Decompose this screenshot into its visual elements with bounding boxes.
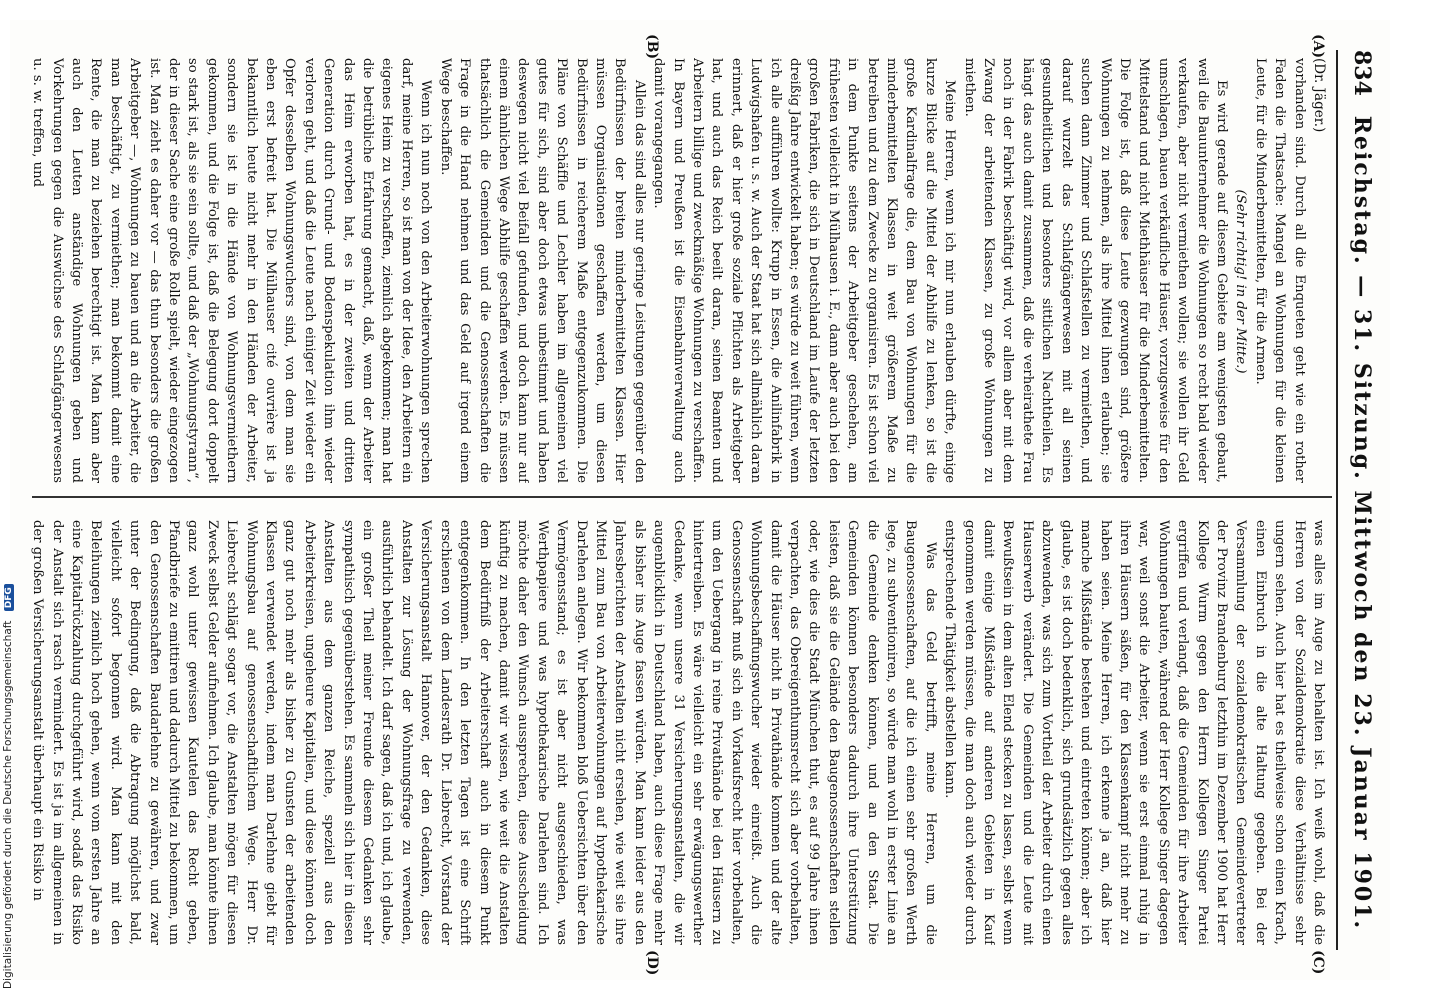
left-column bbox=[28, 58, 1328, 483]
page-header bbox=[1342, 50, 1382, 950]
paragraph: Meine Herren, wenn ich mir nun erlauben dürfte, einige kurze Blicke auf die Mittel der Abhilfe zu lenken, so ist die große Kardinalfrage die, dem Bau von Wohnungen für die minderbemittelten Klassen in weit größerem Maße zu betreiben und zu dem Zwecke zu organisiren. Es ist schon viel in dem Punkte seitens der Arbeitgeber geschehen, am frühesten vielleicht in Mülhausen i. E., dann aber auch bei den großen Fabriken, die sich in Deutschland im Laufe der letzten dreißig Jahre entwickelt haben; es würde zu weit führen, wenn ich alle aufführen wollte: Krupp in Essen, die Anilinfabrik in Ludwigshafen u. s. w. Auch der Staat hat sich allmählich daran erinnert, daß er hier große soziale Pflichten als Arbeitgeber hat, und auch das Reich beeilt daran, seinen Beamten und Arbeitern billige und zweckmäßige Wohnungen zu verschaffen. In Bayern und Preußen ist die Eisenbahnverwaltung auch damit vorangegangen. bbox=[651, 58, 958, 483]
margin-mark-c: (C) bbox=[1310, 950, 1326, 975]
margin-mark-a: (A) bbox=[1310, 34, 1326, 59]
paragraph: Es wird gerade auf diesem Gebiete am wenigsten gebaut, weil die Bauunternehmer die Wohnungen so recht bald wieder verkaufen, aber nicht vermiethen wollen; sie wollen ihr Geld umschlagen, bauen verkäufliche Häuser, vorzugsweise für den Mittelstand und nicht Miethhäuser für die Minderbemittelten. Die Folge ist, daß diese Leute gezwungen sind, größere Wohnungen zu nehmen, als ihre Mittel ihnen erlauben; sie suchen dann Zimmer und Schlafstellen zu vermiethen, und darauf wurzelt das Schlafgängerwesen mit all seinen gesundheitlichen und besonders sittlichen Nachtheilen. Es hängt das auch damit zusammen, daß die verheirathete Frau noch in der Fabrik beschäftigt wird, vor allem aber mit dem Zwang der arbeitenden Klassen, zu große Wohnungen zu miethen. bbox=[961, 58, 1229, 483]
paragraph: vorhanden sind. Durch all die Enqueten geht wie ein rother Faden die Thatsache: Mangel an Wohnungen für die kleinen Leute, für die Minderbemittelten, für die Armen. bbox=[1252, 58, 1307, 483]
margin-mark-b: (B) bbox=[644, 34, 660, 60]
margin-mark-d: (D) bbox=[644, 950, 660, 976]
speaker-name: (Dr. Jäger.) bbox=[1311, 58, 1327, 133]
header-rule bbox=[1336, 50, 1338, 950]
page-number: 834 bbox=[1349, 50, 1375, 96]
paragraph: was alles im Auge zu behalten ist. Ich weiß wohl, daß die Herren von der Sozialdemokratie diese Verhältnisse sehr ungern sehen. Auch hier hat es theilweise schon einen Krach, einen Einbruch in die alte Haltung gegeben. Bei der Versammlung der sozialdemokratischen Gemeindevertreter der Provinz Brandenburg letzthin im Dezember 1900 hat Herr Kollege Wurm gegen den Herrn Kollegen Singer Partei ergriffen und verlangt, daß die Gemeinden für ihre Arbeiter Wohnungen bauten, während der Herr Kollege Singer dagegen war, weil sonst die Arbeiter, wenn sie erst einmal ruhig in ihren Häusern säßen, für den Klassenkampf nicht mehr zu haben seien. Meine Herren, ich erkenne ja an, daß hier manche Mißstände bestehen und eintreten können; aber ich glaube, es ist doch bedenklich, sich grundsätzlich gegen alles abzuwenden, was sich zum Vortheil der Arbeiter durch einen Hauserwerb verändert. Die Gemeinden und die Leute mit Bewußtsein in dem alten Elend stecken zu lassen, selbst wenn damit einige Mißstände auf anderen Gebieten in Kauf genommen werden müssen, die man doch auch wieder durch entsprechende Thätigkeit abstellen kann. bbox=[942, 520, 1326, 945]
interjection: (Sehr richtig! in der Mitte.) bbox=[1233, 189, 1249, 374]
footer-note: Digitalisierung gefördert durch die Deutsche Forschungsgemeinschaft bbox=[2, 620, 14, 989]
dfg-logo: DFG bbox=[4, 584, 14, 611]
document-page bbox=[10, 20, 1390, 980]
paragraph: Wenn ich nun noch von den Arbeiterwohnungen sprechen darf, meine Herren, so ist man von der Idee, den Arbeitern ein eigenes Heim zu verschaffen, ziemlich abgekommen; man hat die betrübliche Erfahrung gemacht, daß, wenn der Arbeiter das Heim erworben hat, es in der zweiten und dritten Generation durch Grund- und Bodenspekulation ihm wieder verloren geht, und daß die Leute nach einiger Zeit wieder ein Opfer desselben Wohnungswuchers sind, von dem man sie eben erst befreit hat. Die Mülhauser cité ouvrière ist ja bekanntlich heute nicht mehr in den Händen der Arbeiter, sondern sie ist in die Hände von Wohnungsvermiethern gekommen, und die Folge ist, daß die Belegung dort doppelt so stark ist, als sie sein sollte, und daß der „Wohnungstyrann“, der in dieser Sache eine große Rolle spielt, wieder eingezogen ist. Man zieht es daher vor — das thun besonders die großen Arbeitgeber —, Wohnungen zu bauen und an die Arbeiter, die man beschäftigt, zu vermiethen; man bekommt damit eine Rente, die man zu beziehen berechtigt ist. Man kann aber auch den Leuten anständige Wohnungen geben und Vorkehrungen gegen die Auswüchse des Schlafgängerwesens u. s. w. treffen, und bbox=[30, 58, 434, 483]
paragraph: Allein das sind alles nur geringe Leistungen gegenüber den Bedürfnissen der breiten minderbemittelten Klassen. Hier müssen Organisationen geschaffen werden, um diesen Bedürfnissen in reicherem Maße entgegenzukommen. Die Pläne von Schäffle und Lechler haben im allgemeinen viel gutes für sich, sind aber doch etwas unbestimmt und haben deswegen nicht viel Beifall gefunden, und doch kann nur auf einem ähnlichen Wege Abhilfe geschaffen werden. Es müssen thatsächlich die Gemeinden und die Genossenschaften die Frage in die Hand nehmen und das Geld auf irgend einem Wege beschaffen. bbox=[437, 58, 647, 483]
page-title: Reichstag. — 31. Sitzung. Mittwoch den 23. Januar 1901. bbox=[1349, 115, 1375, 931]
digitization-footer bbox=[2, 14, 16, 994]
paragraph: Was das Geld betrifft, meine Herren, um die Baugenossenschaften, auf die ich einen sehr großen Werth lege, zu subventioniren, so würde man wohl in erster Linie an die Gemeinde denken können, und an den Staat. Die Gemeinden können besonders dadurch ihre Unterstützung leisten, daß sie die Gelände den Baugenossenschaften stellen oder, wie dies die Stadt München thut, es auf 99 Jahre ihnen verpachten, das Obereigenthumsrecht sich aber vorbehalten, damit die Häuser nicht in Privathände kommen und der alte Wohnungsbeschaffungswucher wieder einreißt. Auch die Genossenschaft muß sich ein Vorkaufsrecht hier vorbehalten, um den Uebergang in reine Privathände bei den Häusern zu hintertreiben. Es wäre vielleicht ein sehr erwägungswerther Gedanke, wenn unsere 31 Versicherungsanstalten, die wir augenblicklich in Deutschland haben, auch diese Frage mehr als bisher ins Auge fassen würden. Man kann leider aus den Jahresberichten der Anstalten nicht ersehen, wie weit sie ihre Mittel zum Bau von Arbeiterwohnungen auf hypothekarische Darlehen anlegen. Wir bekommen bloß Uebersichten über den Vermögensstand; es ist aber nicht ausgeschieden, was Werthpapiere und was hypothekarische Darlehen sind. Ich möchte daher den Wunsch aussprechen, diese Ausscheidung künftig zu machen, damit wir wissen, wie weit die Anstalten dem Bedürfniß der Arbeiterschaft auch in diesem Punkt entgegenkommen. In den letzten Tagen ist eine Schrift erschienen von dem Landesrath Dr. Liebrecht, Vorstand der Versicherungsanstalt Hannover, der den Gedanken, diese Anstalten zur Lösung der Wohnungsfrage zu verwenden, ausführlich behandelt. Ich darf sagen, daß ich und, ich glaube, ein großer Theil meiner Freunde diesem Gedanken sehr sympathisch gegenüberstehen. Es sammeln sich hier in diesen Anstalten aus dem ganzen Reiche, speziell aus den Arbeiterkreisen, ungeheure Kapitalien, und diese können doch ganz gut noch mehr als bisher zu Gunsten der arbeitenden Klassen verwendet werden, indem man Darlehne giebt für Wohnungsbau auf genossenschaftlichem Wege. Herr Dr. Liebrecht schlägt sogar vor, die Anstalten mögen für diesen Zweck selbst Gelder aufnehmen. Ich glaube, man könnte ihnen ganz wohl unter gewissen Kautelen das Recht geben, Pfandbriefe zu emittiren und dadurch Mittel zu bekommen, um den Genossenschaften Baudarlehne zu gewähren, und zwar unter der Bedingung, daß die Abtragung möglichst bald, vielleicht sofort begonnen wird. Man kann mit den Beleihungen ziemlich hoch gehen, wenn vom ersten Jahre an eine Kapitalrückzahlung durchgeführt wird, sodaß das Risiko der Anstalt sich rasch vermindert. Es ist ja im allgemeinen in der großen Versicherungsanstalt überhaupt ein Risiko in bbox=[30, 520, 938, 945]
right-column bbox=[28, 520, 1328, 945]
column-divider bbox=[32, 496, 1332, 498]
